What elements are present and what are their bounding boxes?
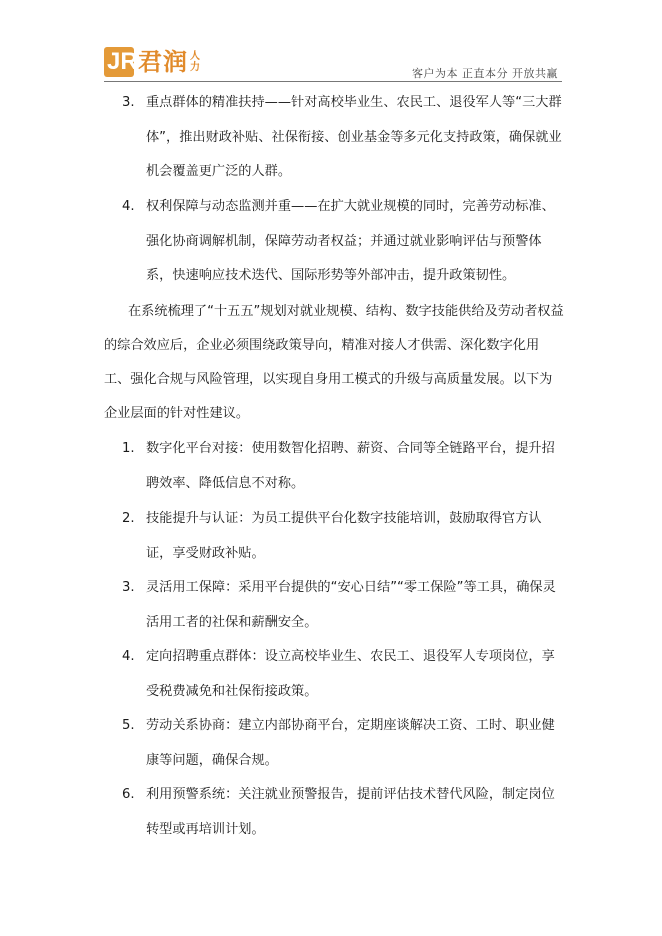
list-item	[122, 640, 566, 709]
list-item	[122, 86, 566, 190]
company-logo	[104, 46, 200, 78]
brand-subtitle	[190, 51, 200, 73]
list-item-text: 灵活用工保障：采用平台提供的“安心日结”“零工保险”等工具，确保灵活用工者的社保和薪酬安全。	[146, 580, 556, 630]
list-item-number: 5.	[122, 718, 135, 733]
list-item-number: 4.	[122, 649, 135, 664]
brand-subtitle-line-2: 力	[190, 62, 200, 73]
list-item-number: 6.	[122, 787, 135, 802]
list-item-text: 重点群体的精准扶持——针对高校毕业生、农民工、退役军人等“三大群体”，推出财政补贴、社保衔接、创业基金等多元化支持政策，确保就业机会覆盖更广泛的人群。	[146, 95, 562, 179]
list-item-text: 数字化平台对接：使用数智化招聘、薪资、合同等全链路平台，提升招聘效率、降低信息不对称。	[146, 441, 555, 491]
list-item-number: 1.	[122, 441, 135, 456]
list-item	[122, 432, 566, 501]
list-item	[122, 778, 566, 847]
body-paragraph: 在系统梳理了“十五五”规划对就业规模、结构、数字技能供给及劳动者权益的综合效应后，企业必须围绕政策导向，精准对接人才供需、深化数字化用工、强化合规与风险管理，以实现自身用工模式的升级与高质量发展。以下为企业层面的针对性建议。	[104, 304, 564, 421]
company-slogan: 客户为本 正直本分 开放共赢	[412, 67, 558, 80]
list-item	[122, 709, 566, 778]
brand-name: 君润	[138, 48, 188, 76]
list-item	[122, 190, 566, 294]
header-divider	[104, 81, 562, 82]
list-item-number: 4.	[122, 199, 135, 214]
list-item-text: 利用预警系统：关注就业预警报告，提前评估技术替代风险，制定岗位转型或再培训计划。	[146, 787, 555, 837]
list-item	[122, 571, 566, 640]
list-item-number: 3.	[122, 95, 135, 110]
list-item-number: 3.	[122, 580, 135, 595]
list-item-text: 劳动关系协商：建立内部协商平台，定期座谈解决工资、工时、职业健康等问题，确保合规。	[146, 718, 555, 768]
logo-mark-text: JR	[107, 48, 138, 75]
list-item-number: 2.	[122, 511, 135, 526]
logo-mark-icon	[104, 47, 138, 77]
page-header	[104, 44, 562, 82]
list-item	[122, 502, 566, 571]
list-item-text: 定向招聘重点群体：设立高校毕业生、农民工、退役军人专项岗位，享受税费减免和社保衔接政策。	[146, 649, 555, 699]
list-item-text: 技能提升与认证：为员工提供平台化数字技能培训，鼓励取得官方认证，享受财政补贴。	[146, 511, 542, 561]
list-item-text: 权利保障与动态监测并重——在扩大就业规模的同时，完善劳动标准、强化协商调解机制，保障劳动者权益；并通过就业影响评估与预警体系，快速响应技术迭代、国际形势等外部冲击，提升政策韧性。	[146, 199, 555, 283]
brand-subtitle-line-1: 人	[190, 51, 200, 62]
